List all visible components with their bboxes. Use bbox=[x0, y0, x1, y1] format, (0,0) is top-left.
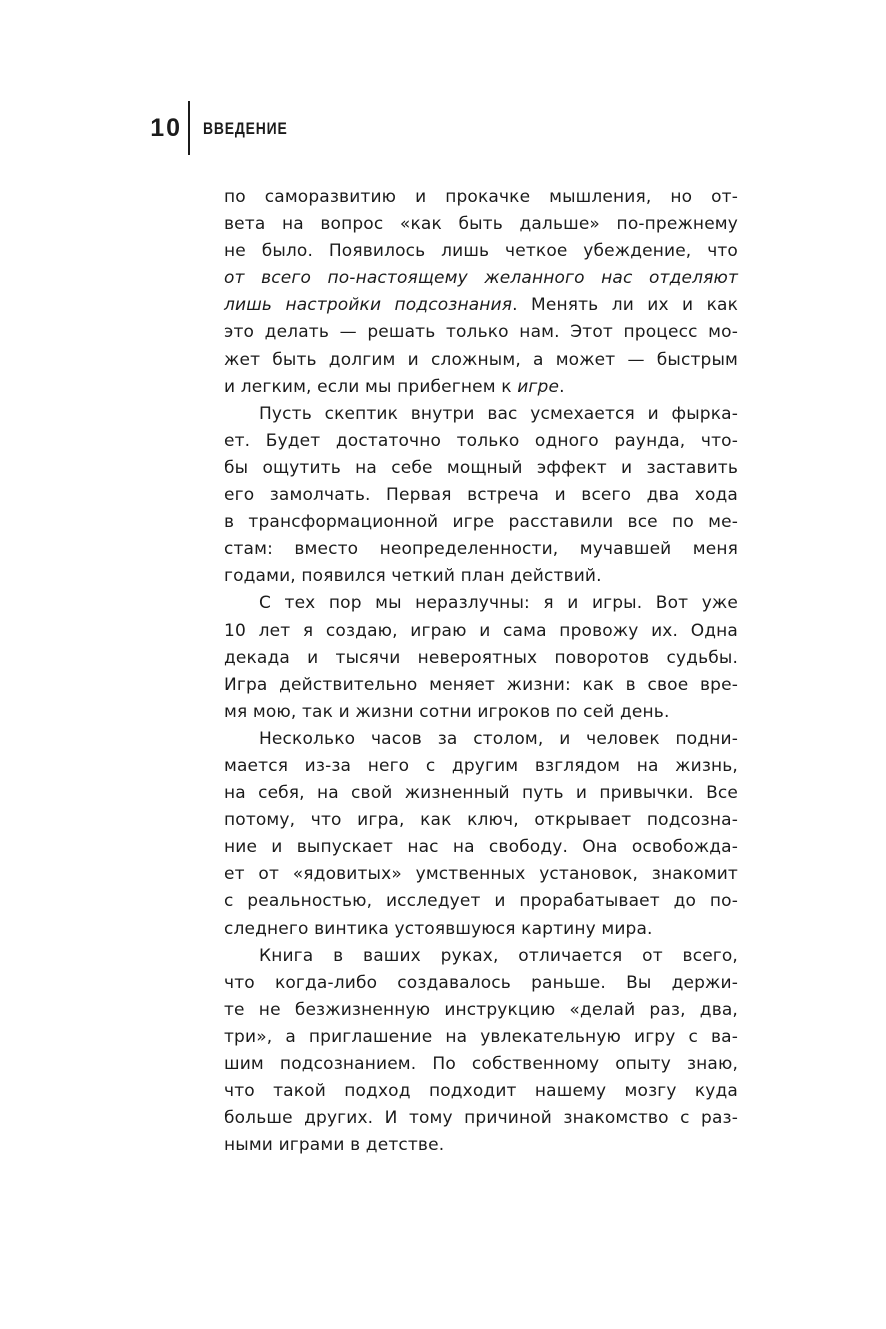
paragraph-3 bbox=[224, 590, 738, 725]
text-line-italic: от всего по-настоящему желанного нас отделяют bbox=[224, 268, 738, 289]
text-line: ние и выпускает нас на свободу. Она освобожда- bbox=[224, 837, 738, 858]
text-line: мя мою, так и жизни сотни игроков по сей день. bbox=[224, 701, 670, 722]
text-line bbox=[224, 374, 738, 401]
text-line: ет. Будет достаточно только одного раунда, что- bbox=[224, 430, 738, 451]
running-header bbox=[0, 101, 886, 155]
text-line bbox=[224, 292, 738, 319]
text-line: Книга в ваших руках, отличается от всего, bbox=[259, 945, 738, 966]
text-line: шим подсознанием. По собственному опыту знаю, bbox=[224, 1054, 738, 1074]
text-line: С тех пор мы неразлучны: я и игры. Вот уже bbox=[259, 593, 738, 614]
text-line: 10 лет я создаю, играю и сама провожу их. Одна bbox=[224, 620, 738, 641]
text-line: вета на вопрос «как быть дальше» по-прежнему bbox=[224, 214, 738, 235]
text-line: годами, появился четкий план действий. bbox=[224, 566, 602, 587]
page-number: 10 bbox=[150, 114, 182, 142]
text-line: что такой подход подходит нашему мозгу куда bbox=[224, 1081, 738, 1102]
text-line: декада и тысячи невероятных поворотов судьбы. bbox=[224, 647, 738, 668]
text-line: не было. Появилось лишь четкое убеждение, что bbox=[224, 241, 738, 262]
text-line: с реальностью, исследует и прорабатывает до по- bbox=[224, 891, 738, 912]
section-title: ВВЕДЕНИЕ bbox=[203, 119, 288, 138]
text-fragment: . Менять ли их и как bbox=[512, 295, 738, 316]
body-text bbox=[224, 184, 738, 1159]
italic-phrase: игре bbox=[517, 376, 560, 397]
text-line: Несколько часов за столом, и человек подни- bbox=[259, 728, 738, 749]
text-line: больше других. И тому причиной знакомство с раз- bbox=[224, 1108, 738, 1129]
paragraph-2 bbox=[224, 401, 738, 591]
text-line: следнего винтика устоявшуюся картину мира. bbox=[224, 918, 653, 939]
text-fragment: и легким, если мы прибегнем к bbox=[224, 376, 518, 397]
paragraph-1 bbox=[224, 184, 738, 401]
text-line: Игра действительно меняет жизни: как в свое вре- bbox=[224, 674, 738, 695]
text-line: по саморазвитию и прокачке мышления, но от- bbox=[224, 187, 738, 207]
text-line: те не безжизненную инструкцию «делай раз, два, bbox=[224, 999, 738, 1020]
header-divider bbox=[188, 101, 190, 155]
paragraph-4 bbox=[224, 726, 738, 943]
text-line: ет от «ядовитых» умственных установок, знакомит bbox=[224, 864, 738, 885]
text-fragment: . bbox=[559, 376, 565, 397]
text-line: Пусть скептик внутри вас усмехается и фырка- bbox=[259, 403, 738, 424]
text-line: мается из-за него с другим взглядом на жизнь, bbox=[224, 755, 738, 776]
text-line: на себя, на свой жизненный путь и привычки. Все bbox=[224, 783, 738, 804]
text-line: его замолчать. Первая встреча и всего два хода bbox=[224, 485, 738, 506]
text-line: это делать — решать только нам. Этот процесс мо- bbox=[224, 322, 738, 343]
text-line: стам: вместо неопределенности, мучавшей меня bbox=[224, 539, 738, 560]
text-line: бы ощутить на себе мощный эффект и заставить bbox=[224, 457, 738, 478]
paragraph-5 bbox=[224, 943, 738, 1160]
text-line: в трансформационной игре расставили все по ме- bbox=[224, 512, 738, 533]
text-line: что когда-либо создавалось раньше. Вы держи- bbox=[224, 972, 738, 993]
text-line: ными играми в детстве. bbox=[224, 1135, 445, 1156]
text-line: жет быть долгим и сложным, а может — быстрым bbox=[224, 349, 738, 370]
italic-phrase: лишь настройки подсознания bbox=[224, 295, 513, 316]
text-line: потому, что игра, как ключ, открывает подсозна- bbox=[224, 810, 738, 831]
text-line: три», а приглашение на увлекательную игру с ва- bbox=[224, 1026, 738, 1047]
